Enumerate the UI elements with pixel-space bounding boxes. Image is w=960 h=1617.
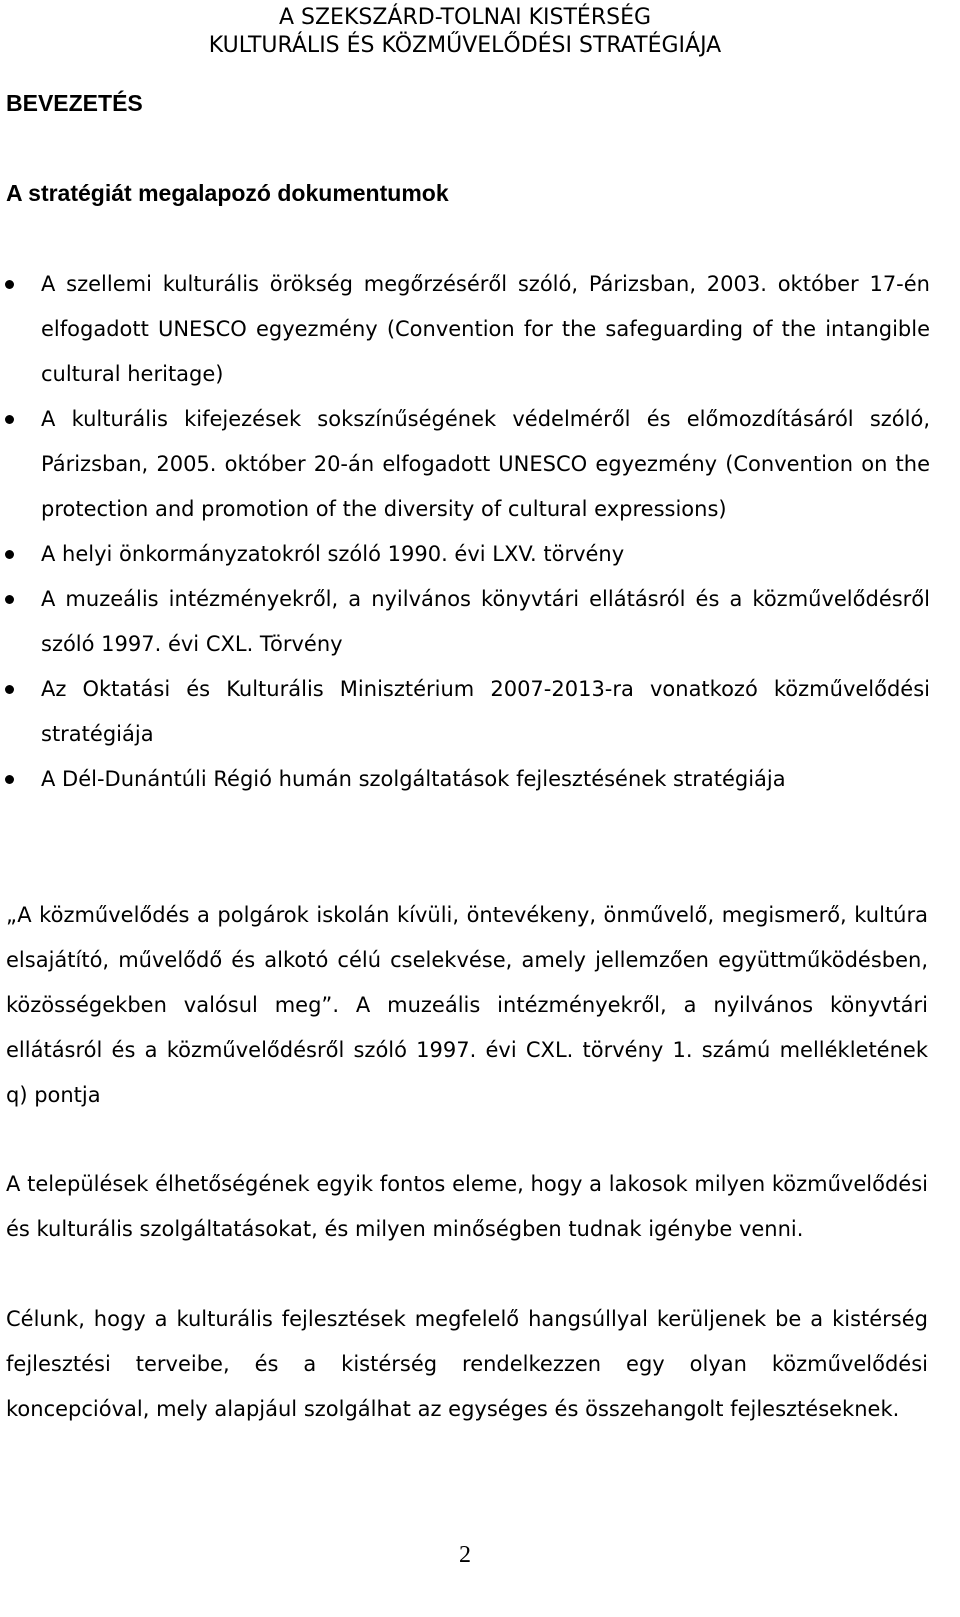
list-item-text: A kulturális kifejezések sokszínűségének védelméről és előmozdításáról szóló, Párizsban, 2005. október 20-án elfogadott UNESCO egyezmény (Convention on the protection and promotion of the diversity of cultural expressions) <box>41 407 930 521</box>
goal-paragraph: Célunk, hogy a kulturális fejlesztések megfelelő hangsúllyal kerüljenek be a kistérség fejlesztési terveibe, és a kistérség rendelkezzen egy olyan közművelődési koncepcióval, mely alapjául szolgálhat az egységes és összehangolt fejlesztéseknek. <box>6 1307 928 1421</box>
header-line-1: A SZEKSZÁRD-TOLNAI KISTÉRSÉG <box>278 5 652 30</box>
list-item-text: A helyi önkormányzatokról szóló 1990. évi LXV. törvény <box>41 542 625 566</box>
bullet-icon <box>5 550 14 559</box>
bullet-icon <box>5 280 14 289</box>
bullet-icon <box>5 685 14 694</box>
list-item <box>0 532 930 577</box>
subsection-title: A stratégiát megalapozó dokumentumok <box>6 180 449 206</box>
list-item <box>0 397 930 532</box>
list-item <box>0 667 930 757</box>
list-item <box>0 577 930 667</box>
list-item <box>0 757 930 802</box>
page-number: 2 <box>459 1542 471 1568</box>
list-item <box>0 262 930 397</box>
list-item-text: A szellemi kulturális örökség megőrzéséről szóló, Párizsban, 2003. október 17-én elfogadott UNESCO egyezmény (Convention for the safeguarding of the intangible cultural heritage) <box>41 272 930 386</box>
list-item-text: A Dél-Dunántúli Régió humán szolgáltatások fejlesztésének stratégiája <box>41 767 786 791</box>
list-item-text: A muzeális intézményekről, a nyilvános könyvtári ellátásról és a közművelődésről szóló 1997. évi CXL. Törvény <box>41 587 930 656</box>
header-line-2: KULTURÁLIS ÉS KÖZMŰVELŐDÉSI STRATÉGIÁJA <box>208 33 722 58</box>
bullet-icon <box>5 415 14 424</box>
bullet-icon <box>5 775 14 784</box>
section-title: BEVEZETÉS <box>6 90 143 116</box>
documents-list <box>0 262 930 802</box>
quote-paragraph: „A közművelődés a polgárok iskolán kívüli, öntevékeny, önművelő, megismerő, kultúra elsajátító, művelődő és alkotó célú cselekvése, amely jellemzően együttműködésben, közösségekben valósul meg”. A muzeális intézményekről, a nyilvános könyvtári ellátásról és a közművelődésről szóló 1997. évi CXL. törvény 1. számú mellékletének q) pontja <box>6 903 928 1107</box>
list-item-text: Az Oktatási és Kulturális Minisztérium 2007-2013-ra vonatkozó közművelődési stratégiája <box>41 677 930 746</box>
body-paragraph: A települések élhetőségének egyik fontos eleme, hogy a lakosok milyen közművelődési és kulturális szolgáltatásokat, és milyen minőségben tudnak igénybe venni. <box>6 1172 928 1241</box>
bullet-icon <box>5 595 14 604</box>
document-header <box>0 4 930 60</box>
